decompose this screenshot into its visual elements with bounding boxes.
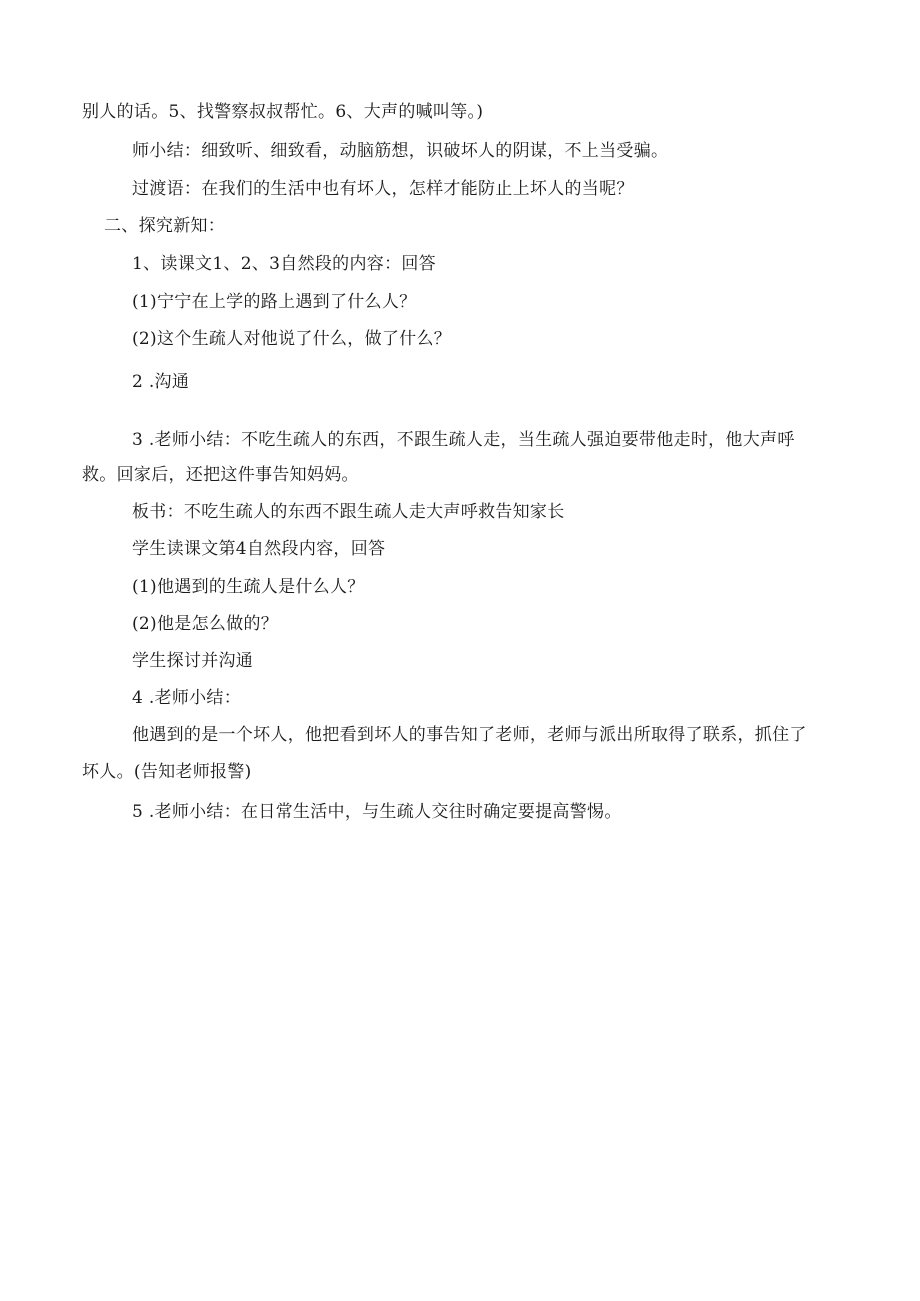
text-line-6: (1)宁宁在上学的路上遇到了什么人？: [132, 292, 417, 312]
text-line-17: 他遇到的是一个坏人，他把看到坏人的事告知了老师，老师与派出所取得了联系，抓住了: [132, 725, 807, 745]
text-line-9: 3 .老师小结：不吃生疏人的东西，不跟生疏人走，当生疏人强迫要带他走时，他大声呼: [132, 430, 795, 450]
text-line-14: (2)他是怎么做的？: [132, 614, 279, 634]
text-line-3: 过渡语：在我们的生活中也有坏人，怎样才能防止上坏人的当呢？: [132, 179, 634, 199]
text-line-13: (1)他遇到的生疏人是什么人？: [132, 577, 365, 597]
text-line-7: (2)这个生疏人对他说了什么，做了什么？: [132, 329, 452, 349]
text-line-19: 5 .老师小结：在日常生活中，与生疏人交往时确定要提高警惕。: [132, 802, 622, 822]
text-line-5: 1、读课文1、2、3自然段的内容：回答: [132, 254, 436, 274]
text-line-10: 救。回家后，还把这件事告知妈妈。: [82, 465, 359, 485]
text-line-1: 别人的话。5、找警察叔叔帮忙。6、大声的喊叫等。): [82, 102, 484, 122]
text-line-16: 4 .老师小结：: [132, 688, 242, 708]
text-line-15: 学生探讨并沟通: [132, 651, 254, 671]
text-line-18: 坏人。(告知老师报警): [82, 762, 252, 782]
text-line-2: 师小结：细致听、细致看，动脑筋想，识破坏人的阴谋，不上当受骗。: [132, 141, 669, 161]
text-line-11: 板书：不吃生疏人的东西不跟生疏人走大声呼救告知家长: [132, 502, 565, 522]
text-line-8: 2 .沟通: [132, 372, 190, 392]
section-heading: 二、探究新知：: [104, 216, 226, 236]
text-line-12: 学生读课文第4自然段内容，回答: [132, 539, 386, 559]
